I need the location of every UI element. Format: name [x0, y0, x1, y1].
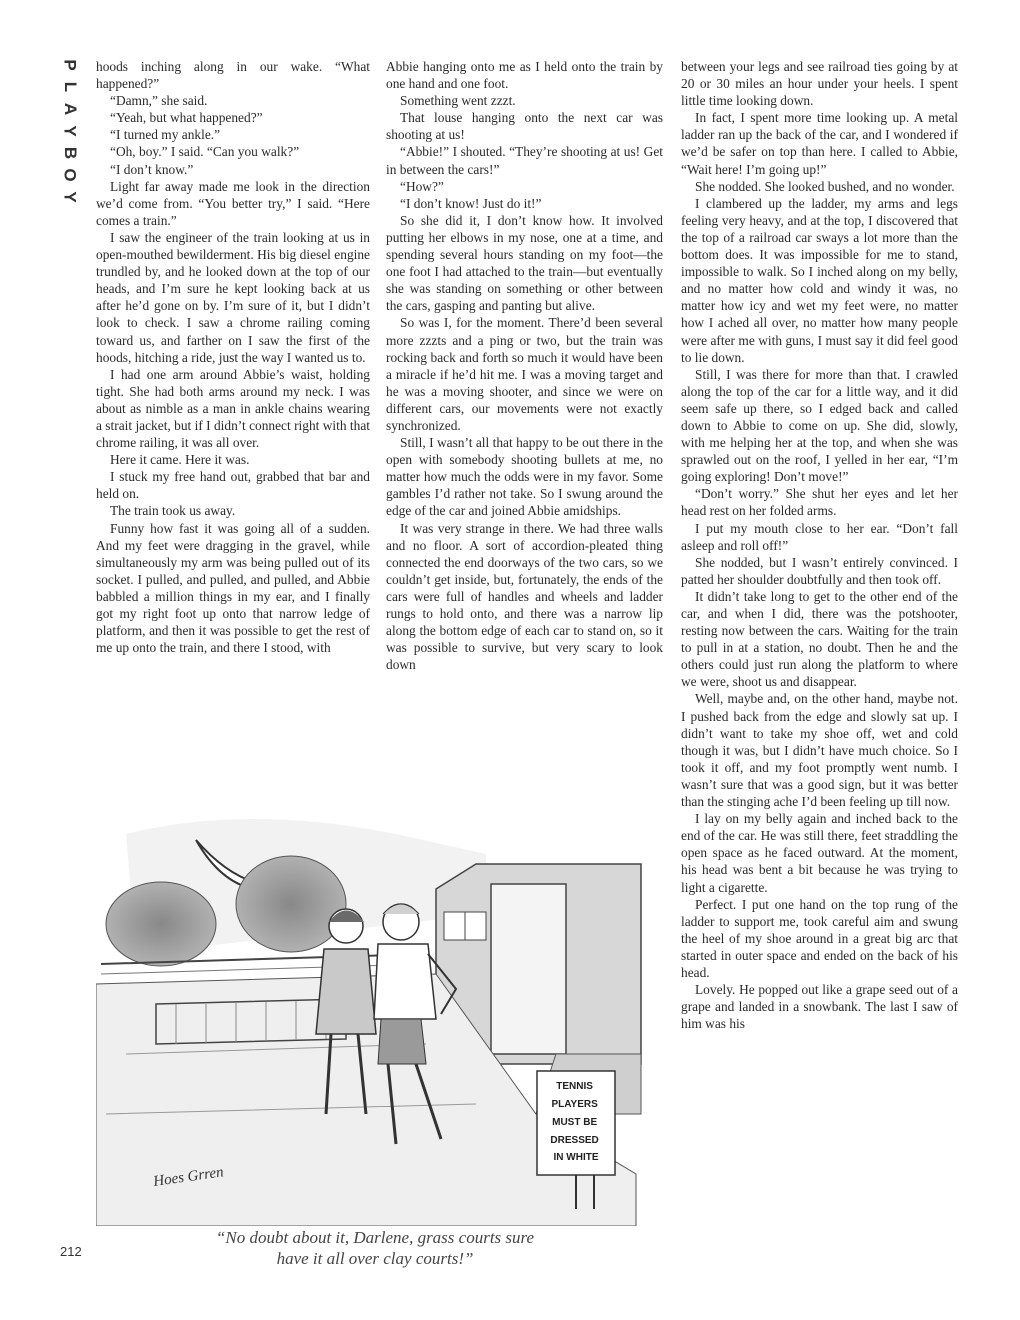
paragraph: I clambered up the ladder, my arms and legs feeling very heavy, and at the top, I discovered that the top of a railroad car sways a lot more than the bottom does. It was impossible for me to stand, impossible to walk. So I inched along on my belly, and no matter how cold and windy it was, no matter how icy and wet my feet were, no matter how I ached all over, no matter how many people were after me with guns, I must say it did feel good to lie down.	[681, 195, 958, 365]
sign-line-2: PLAYERS	[551, 1099, 598, 1110]
paragraph: “Abbie!” I shouted. “They’re shooting at us! Get in between the cars!”	[386, 144, 663, 177]
paragraph: Here it came. Here it was.	[110, 452, 250, 468]
paragraph: Still, I wasn’t all that happy to be out there in the open with somebody shooting bullets at me, no matter how much the odds were in my favor. Some gambles I’d rather not take. So I swung around the edge of the car and joined Abbie amidships.	[386, 435, 663, 519]
sign-line-1: TENNIS	[556, 1081, 593, 1092]
paragraph: “Yeah, but what happened?”	[110, 110, 263, 126]
sign-line-3: MUST BE	[552, 1117, 598, 1128]
paragraph: “I don’t know.”	[110, 161, 194, 177]
paragraph: Lovely. He popped out like a grape seed out of a grape and landed in a snowbank. The last I saw of him was his	[681, 982, 958, 1032]
cartoon-illustration	[96, 814, 660, 1226]
paragraph: I had one arm around Abbie’s waist, holding tight. She had both arms around my neck. I was about as nimble as a man in ankle chains wearing a strait jacket, but if I didn’t connect right with that chrome railing, it was all over.	[96, 366, 370, 451]
article-column-3	[681, 58, 958, 1032]
paragraph: Well, maybe and, on the other hand, maybe not. I pushed back from the edge and slowly sat up. I didn’t want to take my shoe off, wet and cold though it was, but I didn’t have much choice. So I took it off, and my foot promptly went numb. I wasn’t sure that was a good sign, but it was better than the stinging ache I’d been feeling up till now.	[681, 691, 958, 810]
paragraph: hoods inching along in our wake. “What happened?”	[96, 59, 370, 92]
paragraph: In fact, I spent more time looking up. A metal ladder ran up the back of the car, and I wondered if we’d be safer on top than here. I called to Abbie, “Wait here! I’m going up!”	[681, 110, 958, 177]
article-column-1	[96, 58, 370, 656]
paragraph: Abbie hanging onto me as I held onto the train by one hand and one foot.	[386, 59, 663, 92]
paragraph: “I turned my ankle.”	[110, 127, 221, 143]
page-number: 212	[60, 1244, 82, 1259]
paragraph: Still, I was there for more than that. I crawled along the top of the car for a little way, and it did seem safe up there, so I edged back and called down to Abbie to come on up. She did, slowly, with me helping her at the top, and when she was sprawled out on the roof, I yelled in her ear, “I’m going exploring! Don’t move!”	[681, 366, 958, 485]
paragraph: Something went zzzt.	[400, 93, 516, 109]
paragraph: Perfect. I put one hand on the top rung of the ladder to support me, took careful aim and swung the heel of my shoe around in a great big arc that started in outer space and ended on the back of his head.	[681, 896, 958, 980]
sign-line-5: IN WHITE	[553, 1152, 599, 1163]
logo-letter: P	[61, 59, 80, 71]
paragraph: I saw the engineer of the train looking at us in open-mouthed bewilderment. His big diesel engine trundled by, and he looked down at the top of our heads, and I’m sure he kept looking back at us after he’d gone on by. I’m sure of it, but I didn’t look to check. I saw a chrome railing coming toward us, and farther on I saw the first of the hoods, hitching a ride, just the way I wanted us to.	[96, 229, 370, 365]
cartoon-caption	[150, 1227, 600, 1269]
magazine-logo-vertical	[58, 54, 82, 208]
logo-letter: Y	[61, 191, 80, 203]
artist-signature: Hoes Grren	[152, 1164, 225, 1190]
logo-letter: Y	[61, 125, 80, 137]
logo-letter: B	[61, 146, 80, 160]
paragraph: Light far away made me look in the direction we’d come from. “You better try,” I said. “Here comes a train.”	[96, 178, 370, 228]
article-column-2	[386, 58, 663, 673]
paragraph: I put my mouth close to her ear. “Don’t fall asleep and roll off!”	[681, 520, 958, 553]
paragraph: The train took us away.	[110, 503, 236, 519]
paragraph: It was very strange in there. We had three walls and no floor. A sort of accordion-pleated thing connected the end doorways of the two cars, so we couldn’t get inside, but, fortunately, the ends of the cars were full of handles and wheels and ladder rungs to hold onto, and there was a narrow lip along the bottom edge of each car to stand on, so it was possible to survive, but very scary to look down	[386, 520, 663, 673]
paragraph: It didn’t take long to get to the other end of the car, and when I did, there was the potshooter, resting now between the cars. Waiting for the train to pull in at a station, no doubt. Then he and the others could just run along the platform to where we were, shoot us and disappear.	[681, 588, 958, 690]
logo-letter: A	[61, 102, 80, 116]
paragraph: She nodded. She looked bushed, and no wonder.	[695, 178, 955, 194]
sign-line-4: DRESSED	[550, 1135, 599, 1146]
paragraph: “Oh, boy.” I said. “Can you walk?”	[110, 144, 300, 160]
paragraph: That louse hanging onto the next car was shooting at us!	[386, 110, 663, 143]
logo-letter: L	[60, 81, 80, 93]
paragraph: I stuck my free hand out, grabbed that bar and held on.	[96, 469, 370, 502]
paragraph: Funny how fast it was going all of a sudden. And my feet were dragging in the gravel, while simultaneously my arm was being pulled out of its socket. I pulled, and pulled, and pulled, and Abbie babbled a million things in my ear, and I finally got my right foot up onto that narrow ledge of platform, and then it was possible to get the rest of me up onto the train, and there I stood, with	[96, 520, 370, 656]
paragraph: I lay on my belly again and inched back to the end of the car. He was still there, feet straddling the open space as he faced outward. At the moment, his head was bent a bit because he was trying to light a cigarette.	[681, 811, 958, 895]
paragraph: “Don’t worry.” She shut her eyes and let her head rest on her folded arms.	[681, 486, 958, 519]
caption-line-2: have it all over clay courts!”	[276, 1249, 474, 1268]
paragraph: She nodded, but I wasn’t entirely convinced. I patted her shoulder doubtfully and then took off.	[681, 554, 958, 587]
logo-letter: O	[60, 168, 80, 182]
paragraph: between your legs and see railroad ties going by at 20 or 30 miles an hour under your heels. I spent little time looking down.	[681, 59, 958, 109]
paragraph: “Damn,” she said.	[110, 93, 208, 109]
paragraph: So she did it, I don’t know how. It involved putting her elbows in my nose, one at a time, and spending several hours standing on my foot—the one foot I had attached to the train—but eventually she was standing on something or other between the cars, gasping and panting but alive.	[386, 212, 663, 314]
paragraph: “I don’t know! Just do it!”	[400, 195, 542, 211]
caption-line-1: “No doubt about it, Darlene, grass courts sure	[215, 1228, 535, 1247]
paragraph: So was I, for the moment. There’d been several more zzzts and a ping or two, but the train was rocking back and forth so much it would have been a miracle if he’d hit me. I was a moving target and he was a moving shooter, and since we were on different cars, our movements were not exactly synchronized.	[386, 315, 663, 433]
paragraph: “How?”	[400, 178, 444, 194]
